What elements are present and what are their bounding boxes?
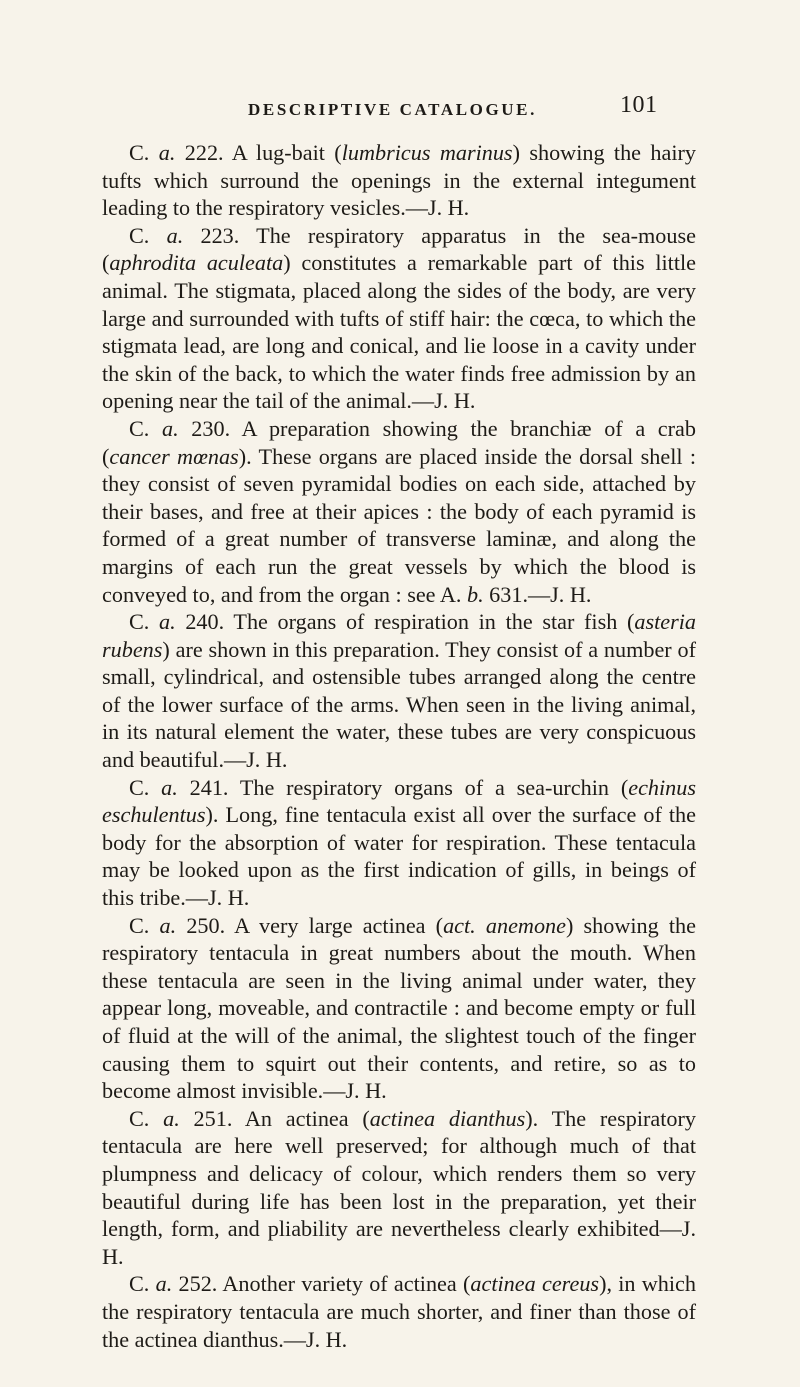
entry-text: ) constitutes a remarkable part of this little animal. The stigmata, placed along the sides of the body, are very large and surrounded with tufts of stiff hair: the cœca, to which the stigmata lead, are long and conical, and lie loose in a cavity under the skin of the back, to which the water finds free admission by an opening near the tail of the animal.—J. H. bbox=[102, 250, 696, 414]
catalogue-entry-230 bbox=[102, 415, 696, 608]
running-title: DESCRIPTIVE CATALOGUE. bbox=[248, 100, 537, 119]
entry-text: ). Long, fine tentacula exist all over the surface of the body for the absorption of water for respiration. These tentacula may be looked upon as the first indication of gills, in beings of this tribe.—J. H. bbox=[102, 802, 696, 911]
entry-text: 223. The respiratory apparatus in the sea-mouse ( bbox=[102, 222, 696, 276]
entry-text: C. bbox=[129, 415, 162, 441]
entry-latin-name: lumbricus marinus bbox=[341, 140, 513, 165]
entry-italic: a. bbox=[163, 1105, 180, 1131]
entry-italic: a. bbox=[159, 609, 176, 635]
entry-text: C. bbox=[129, 912, 160, 938]
entry-latin-name: actinea cereus bbox=[470, 1271, 600, 1297]
entry-latin-name: aphrodita aculeata bbox=[109, 250, 284, 276]
entry-text: ) are shown in this preparation. They consist of a number of small, cylindrical, and ostensible tubes arranged along the centre of the lower surface of the arms. When seen in the living animal, in its natural element the water, these tubes are very conspicuous and beautiful.—J. H. bbox=[102, 636, 696, 773]
entry-italic: b. bbox=[466, 581, 484, 607]
page-number: 101 bbox=[620, 92, 658, 118]
entry-text: ) showing the hairy tufts which surround the openings in the external integument leading to the respiratory vesicles.—J. H. bbox=[102, 140, 696, 221]
entry-latin-name: asteria rubens bbox=[102, 609, 696, 662]
catalogue-entry-222 bbox=[102, 139, 696, 222]
entry-italic: a. bbox=[161, 774, 178, 800]
catalogue-entry-251 bbox=[102, 1105, 696, 1271]
catalogue-entries bbox=[102, 139, 696, 1353]
entry-text: ) showing the respiratory tentacula in great numbers about the mouth. When these tentacula are seen in the living animal under water, they appear long, moveable, and contractile : and become empty or full of fluid at the will of the animal, the slightest touch of the finger causing them to squirt out their contents, and retire, so as to become almost invisible.—J. H. bbox=[102, 912, 696, 1104]
entry-text: ). These organs are placed inside the dorsal shell : they consist of seven pyramidal bodies on each side, attached by their bases, and free at their apices : the body of each pyramid is formed of a great number of transverse laminæ, and along the margins of each run the great vessels by which the blood is conveyed to, and from the organ : see A. bbox=[102, 443, 697, 607]
catalogue-entry-240 bbox=[102, 608, 696, 774]
entry-text: 222. A lug-bait ( bbox=[175, 140, 342, 165]
entry-text: 251. An actinea ( bbox=[179, 1105, 370, 1131]
entry-latin-name: cancer mœnas bbox=[109, 443, 239, 469]
entry-text: 241. The respiratory organs of a sea-urchin ( bbox=[177, 774, 629, 800]
entry-italic: a. bbox=[158, 140, 176, 165]
entry-text: C. bbox=[129, 222, 167, 248]
entry-text: C. bbox=[129, 609, 160, 635]
entry-latin-name: actinea dianthus bbox=[369, 1105, 526, 1131]
entry-text: ), in which the respiratory tentacula are much shorter, and finer than those of the actinea dianthus.—J. H. bbox=[102, 1271, 696, 1352]
entry-text: C. bbox=[129, 140, 159, 165]
entry-text: C. bbox=[129, 1271, 156, 1297]
entry-latin-name: act. anemone bbox=[443, 912, 566, 938]
entry-text: ). The respiratory tentacula are here well preserved; for although much of that plumpness and delicacy of colour, which renders them so very beautiful during life has been lost in the preparation, yet their length, form, and pliability are nevertheless clearly exhibited—J. H. bbox=[102, 1105, 696, 1269]
catalogue-entry-250 bbox=[102, 912, 696, 1105]
entry-latin-name: echinus eschulentus bbox=[102, 774, 696, 828]
entry-text: 230. A preparation showing the branchiæ of a crab ( bbox=[102, 415, 696, 469]
entry-text: 631.—J. H. bbox=[483, 581, 592, 607]
entry-italic: a. bbox=[155, 1271, 173, 1297]
entry-italic: a. bbox=[166, 222, 184, 248]
entry-italic: a. bbox=[159, 912, 177, 938]
entry-text: 252. Another variety of actinea ( bbox=[172, 1271, 471, 1297]
catalogue-entry-241 bbox=[102, 774, 696, 912]
catalogue-entry-252 bbox=[102, 1270, 696, 1353]
entry-text: 250. A very large actinea ( bbox=[176, 912, 444, 938]
entry-italic: a. bbox=[162, 415, 179, 441]
entry-text: C. bbox=[129, 1105, 164, 1131]
running-head bbox=[0, 92, 800, 126]
catalogue-entry-223 bbox=[102, 222, 696, 415]
entry-text: 240. The organs of respiration in the star fish ( bbox=[175, 609, 635, 635]
entry-text: C. bbox=[129, 774, 162, 800]
